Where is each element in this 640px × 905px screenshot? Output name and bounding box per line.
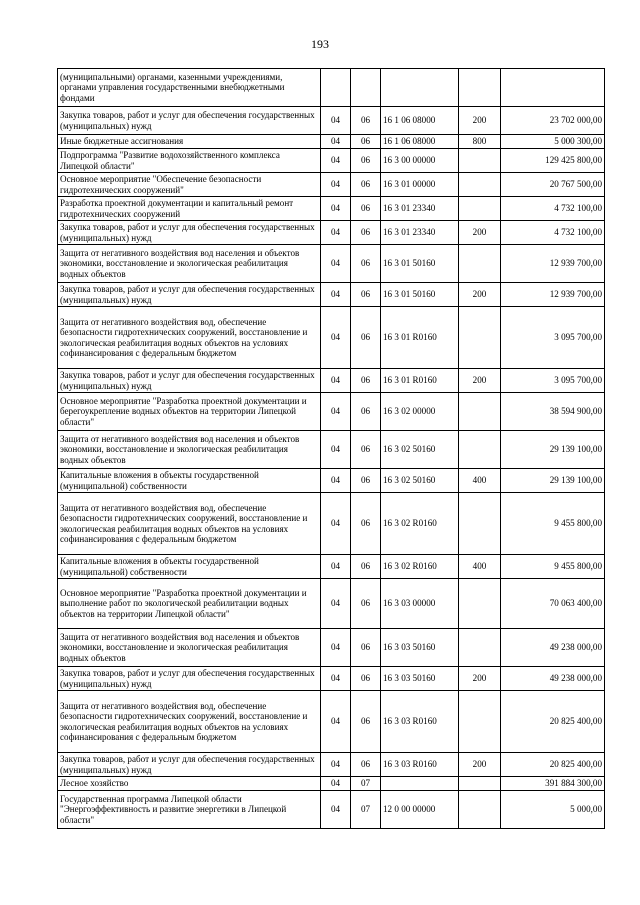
row-name: Закупка товаров, работ и услуг для обеспечения государственных (муниципальных) нужд: [58, 753, 321, 777]
row-section: 04: [321, 135, 351, 149]
row-expense-type: [459, 393, 501, 431]
row-section: 04: [321, 791, 351, 829]
row-target-code: 16 3 03 50160: [381, 667, 459, 691]
table-row: [58, 691, 605, 753]
row-amount: 5 000,00: [501, 791, 605, 829]
row-amount: 49 238 000,00: [501, 667, 605, 691]
row-expense-type: [459, 149, 501, 173]
row-subsection: 06: [351, 667, 381, 691]
row-amount: 23 702 000,00: [501, 107, 605, 135]
row-name: Основное мероприятие "Разработка проектной документации и берегоукрепление водных объектов на территории Липецкой области": [58, 393, 321, 431]
row-name: Государственная программа Липецкой области "Энергоэффективность и развитие энергетики в Липецкой области": [58, 791, 321, 829]
row-amount: 129 425 800,00: [501, 149, 605, 173]
row-target-code: 16 1 06 08000: [381, 135, 459, 149]
row-target-code: 16 3 01 23340: [381, 197, 459, 221]
row-amount: 20 767 500,00: [501, 173, 605, 197]
row-subsection: 06: [351, 221, 381, 245]
row-target-code: 16 3 01 23340: [381, 221, 459, 245]
row-name: Защита от негативного воздействия вод, обеспечение безопасности гидротехнических сооружений, восстановление и экологическая реабилитация водных объектов на условиях софинансирования с федеральным бюджетом: [58, 691, 321, 753]
row-section: 04: [321, 107, 351, 135]
row-name: Защита от негативного воздействия вод, обеспечение безопасности гидротехнических сооружений, восстановление и экологическая реабилитация водных объектов на условиях софинансирования с федеральным бюджетом: [58, 307, 321, 369]
row-target-code: 16 3 02 R0160: [381, 555, 459, 579]
row-subsection: [351, 69, 381, 107]
table-row: [58, 369, 605, 393]
row-amount: 3 095 700,00: [501, 307, 605, 369]
row-expense-type: [459, 245, 501, 283]
row-amount: 9 455 800,00: [501, 493, 605, 555]
table-row: [58, 555, 605, 579]
row-name: Разработка проектной документации и капитальный ремонт гидротехнических сооружений: [58, 197, 321, 221]
table-row: [58, 245, 605, 283]
row-section: 04: [321, 469, 351, 493]
row-expense-type: 200: [459, 369, 501, 393]
row-subsection: 06: [351, 283, 381, 307]
row-amount: 38 594 900,00: [501, 393, 605, 431]
row-amount: 3 095 700,00: [501, 369, 605, 393]
row-expense-type: [459, 431, 501, 469]
row-subsection: 06: [351, 393, 381, 431]
row-subsection: 06: [351, 307, 381, 369]
row-name: Закупка товаров, работ и услуг для обеспечения государственных (муниципальных) нужд: [58, 667, 321, 691]
row-section: 04: [321, 555, 351, 579]
row-expense-type: 200: [459, 221, 501, 245]
row-subsection: 06: [351, 691, 381, 753]
budget-table: [57, 68, 605, 829]
row-target-code: 16 3 00 00000: [381, 149, 459, 173]
row-section: 04: [321, 753, 351, 777]
row-target-code: 16 3 03 00000: [381, 579, 459, 629]
row-name: Капитальные вложения в объекты государственной (муниципальной) собственности: [58, 469, 321, 493]
table-row: [58, 149, 605, 173]
row-target-code: 16 3 01 00000: [381, 173, 459, 197]
row-target-code: 16 3 02 R0160: [381, 493, 459, 555]
row-section: 04: [321, 221, 351, 245]
row-section: 04: [321, 393, 351, 431]
row-expense-type: [459, 173, 501, 197]
row-amount: 12 939 700,00: [501, 283, 605, 307]
row-subsection: 07: [351, 777, 381, 791]
row-section: 04: [321, 667, 351, 691]
page-number: 193: [311, 37, 329, 51]
row-expense-type: 200: [459, 667, 501, 691]
row-target-code: 16 3 01 R0160: [381, 307, 459, 369]
row-subsection: 06: [351, 555, 381, 579]
row-amount: 12 939 700,00: [501, 245, 605, 283]
row-expense-type: [459, 69, 501, 107]
row-subsection: 06: [351, 107, 381, 135]
row-section: 04: [321, 283, 351, 307]
row-subsection: 07: [351, 791, 381, 829]
row-name: Основное мероприятие "Обеспечение безопасности гидротехнических сооружений": [58, 173, 321, 197]
table-row: [58, 777, 605, 791]
row-amount: 29 139 100,00: [501, 431, 605, 469]
row-target-code: 16 3 01 50160: [381, 245, 459, 283]
row-expense-type: [459, 791, 501, 829]
row-name: Основное мероприятие "Разработка проектной документации и выполнение работ по экологической реабилитации водных объектов на территории Липецкой области": [58, 579, 321, 629]
row-subsection: 06: [351, 493, 381, 555]
row-section: 04: [321, 777, 351, 791]
row-name: Подпрограмма "Развитие водохозяйственного комплекса Липецкой области": [58, 149, 321, 173]
row-expense-type: 400: [459, 469, 501, 493]
row-section: [321, 69, 351, 107]
row-name: Капитальные вложения в объекты государственной (муниципальной) собственности: [58, 555, 321, 579]
table-row: [58, 173, 605, 197]
row-subsection: 06: [351, 753, 381, 777]
table-row: [58, 667, 605, 691]
row-expense-type: [459, 691, 501, 753]
row-name: Закупка товаров, работ и услуг для обеспечения государственных (муниципальных) нужд: [58, 221, 321, 245]
row-expense-type: 200: [459, 753, 501, 777]
row-section: 04: [321, 149, 351, 173]
row-amount: 9 455 800,00: [501, 555, 605, 579]
row-target-code: [381, 69, 459, 107]
row-name: Лесное хозяйство: [58, 777, 321, 791]
row-expense-type: 200: [459, 107, 501, 135]
row-name: Защита от негативного воздействия вод, обеспечение безопасности гидротехнических сооружений, восстановление и экологическая реабилитация водных объектов на условиях софинансирования с федеральным бюджетом: [58, 493, 321, 555]
row-target-code: 16 3 03 R0160: [381, 753, 459, 777]
row-name: Иные бюджетные ассигнования: [58, 135, 321, 149]
row-amount: 49 238 000,00: [501, 629, 605, 667]
table-row: [58, 69, 605, 107]
row-expense-type: [459, 629, 501, 667]
row-subsection: 06: [351, 579, 381, 629]
table-row: [58, 753, 605, 777]
row-subsection: 06: [351, 469, 381, 493]
row-target-code: 16 3 02 50160: [381, 469, 459, 493]
row-target-code: 16 3 03 50160: [381, 629, 459, 667]
table-row: [58, 283, 605, 307]
row-expense-type: [459, 777, 501, 791]
row-amount: 391 884 300,00: [501, 777, 605, 791]
row-name: Защита от негативного воздействия вод населения и объектов экономики, восстановление и экологическая реабилитация водных объектов: [58, 245, 321, 283]
row-amount: 5 000 300,00: [501, 135, 605, 149]
row-section: 04: [321, 579, 351, 629]
row-section: 04: [321, 691, 351, 753]
table-row: [58, 493, 605, 555]
table-row: [58, 791, 605, 829]
row-target-code: 16 3 03 R0160: [381, 691, 459, 753]
row-expense-type: [459, 307, 501, 369]
row-expense-type: [459, 579, 501, 629]
row-name: Закупка товаров, работ и услуг для обеспечения государственных (муниципальных) нужд: [58, 107, 321, 135]
table-row: [58, 197, 605, 221]
row-expense-type: 800: [459, 135, 501, 149]
row-section: 04: [321, 629, 351, 667]
budget-table-body: [58, 69, 605, 829]
row-subsection: 06: [351, 173, 381, 197]
row-subsection: 06: [351, 135, 381, 149]
row-subsection: 06: [351, 629, 381, 667]
table-row: [58, 307, 605, 369]
row-amount: 29 139 100,00: [501, 469, 605, 493]
row-target-code: 16 3 01 R0160: [381, 369, 459, 393]
row-subsection: 06: [351, 369, 381, 393]
table-row: [58, 221, 605, 245]
row-name: Защита от негативного воздействия вод населения и объектов экономики, восстановление и экологическая реабилитация водных объектов: [58, 629, 321, 667]
row-subsection: 06: [351, 245, 381, 283]
row-section: 04: [321, 369, 351, 393]
row-amount: 20 825 400,00: [501, 691, 605, 753]
row-subsection: 06: [351, 197, 381, 221]
table-row: [58, 107, 605, 135]
row-expense-type: [459, 493, 501, 555]
row-section: 04: [321, 197, 351, 221]
table-row: [58, 469, 605, 493]
row-target-code: 16 3 01 50160: [381, 283, 459, 307]
row-section: 04: [321, 173, 351, 197]
row-target-code: [381, 777, 459, 791]
row-name: (муниципальными) органами, казенными учреждениями, органами управления государственными внебюджетными фондами: [58, 69, 321, 107]
row-name: Закупка товаров, работ и услуг для обеспечения государственных (муниципальных) нужд: [58, 369, 321, 393]
row-section: 04: [321, 431, 351, 469]
row-expense-type: 400: [459, 555, 501, 579]
row-section: 04: [321, 493, 351, 555]
row-target-code: 12 0 00 00000: [381, 791, 459, 829]
row-section: 04: [321, 245, 351, 283]
row-target-code: 16 3 02 00000: [381, 393, 459, 431]
row-amount: 4 732 100,00: [501, 221, 605, 245]
row-amount: 20 825 400,00: [501, 753, 605, 777]
row-amount: 70 063 400,00: [501, 579, 605, 629]
row-subsection: 06: [351, 431, 381, 469]
row-subsection: 06: [351, 149, 381, 173]
row-amount: [501, 69, 605, 107]
row-target-code: 16 1 06 08000: [381, 107, 459, 135]
table-row: [58, 135, 605, 149]
table-row: [58, 629, 605, 667]
table-row: [58, 431, 605, 469]
table-row: [58, 579, 605, 629]
row-name: Защита от негативного воздействия вод населения и объектов экономики, восстановление и экологическая реабилитация водных объектов: [58, 431, 321, 469]
row-amount: 4 732 100,00: [501, 197, 605, 221]
row-target-code: 16 3 02 50160: [381, 431, 459, 469]
row-expense-type: [459, 197, 501, 221]
row-expense-type: 200: [459, 283, 501, 307]
row-section: 04: [321, 307, 351, 369]
table-row: [58, 393, 605, 431]
row-name: Закупка товаров, работ и услуг для обеспечения государственных (муниципальных) нужд: [58, 283, 321, 307]
